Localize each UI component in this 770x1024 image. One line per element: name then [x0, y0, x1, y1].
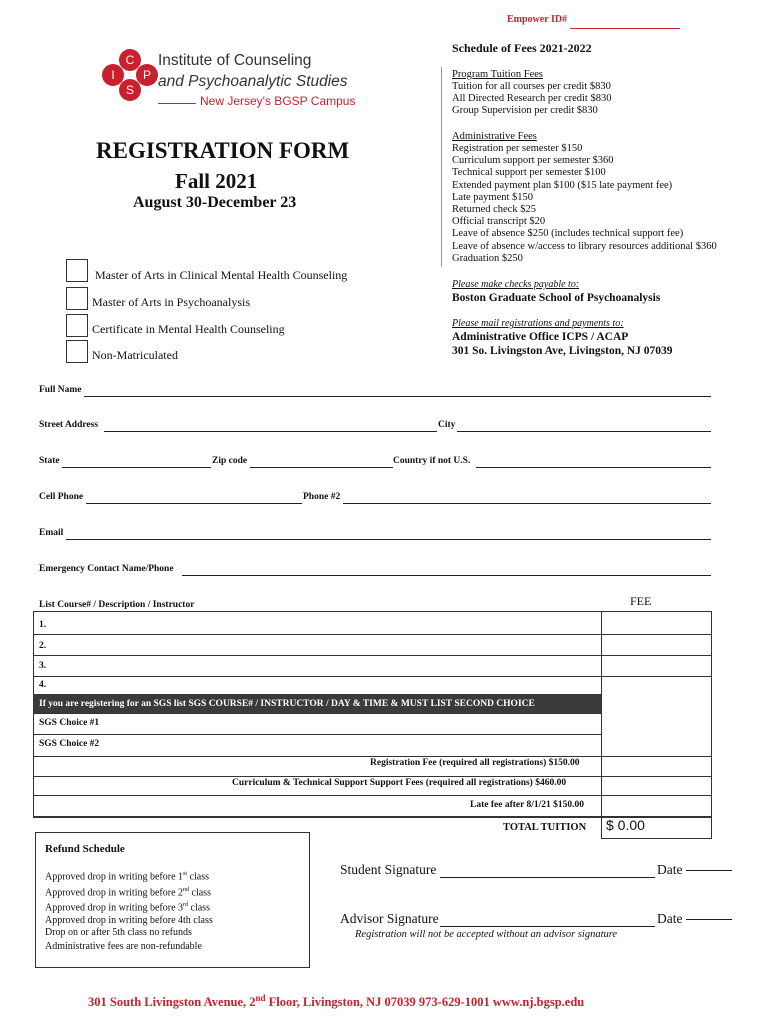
refund-item: Approved drop in writing before 2nd class [45, 886, 211, 898]
admin-item: Late payment $150 [452, 191, 534, 203]
zip-field[interactable] [250, 467, 393, 468]
program-checkbox-certificate[interactable] [66, 314, 88, 337]
mail-office: Administrative Office ICPS / ACAP [452, 331, 629, 343]
sgs-banner-text: If you are registering for an SGS list SGS COURSE# / INSTRUCTOR / DAY & TIME & MUST LIST SECOND CHOICE [39, 699, 535, 709]
logo-letter-c: C [125, 53, 135, 67]
program-label-clinical: Master of Arts in Clinical Mental Health Counseling [95, 268, 348, 282]
cell-phone-label: Cell Phone [39, 492, 84, 502]
city-label: City [438, 420, 456, 430]
fees-heading: Schedule of Fees 2021-2022 [452, 41, 592, 55]
emergency-field[interactable] [182, 575, 711, 576]
email-label: Email [39, 528, 64, 538]
cell-phone-field[interactable] [86, 503, 302, 504]
admin-item: Returned check $25 [452, 204, 536, 216]
advisor-signature-label: Advisor Signature [340, 911, 439, 926]
form-dates: August 30-December 23 [133, 194, 297, 211]
program-label-certificate: Certificate in Mental Health Counseling [92, 322, 285, 336]
admin-heading: Administrative Fees [452, 131, 537, 142]
course-row-3[interactable]: 3. [39, 661, 47, 671]
checks-payee: Boston Graduate School of Psychoanalysis [452, 292, 661, 304]
refund-note: Administrative fees are non-refundable [45, 941, 202, 952]
course-row-1[interactable]: 1. [39, 620, 47, 630]
logo-line-1: Institute of Counseling [158, 52, 312, 69]
program-checkbox-clinical[interactable] [66, 259, 88, 282]
advisor-date-label: Date [657, 911, 683, 926]
registration-fee-label: Registration Fee (required all registrations) $150.00 [370, 758, 580, 768]
curriculum-fee-label: Curriculum & Technical Support Support Fees (required all registrations) $460.00 [232, 778, 567, 788]
form-title: REGISTRATION FORM [96, 138, 350, 163]
empower-id-label: Empower ID# [507, 14, 568, 25]
program-checkbox-nonmatric[interactable] [66, 340, 88, 363]
logo-letter-p: P [142, 68, 152, 82]
tuition-heading: Program Tuition Fees [452, 69, 544, 80]
sgs-choice-2[interactable]: SGS Choice #2 [39, 739, 100, 749]
street-label: Street Address [39, 420, 99, 430]
refund-list [45, 868, 213, 939]
admin-item: Official transcript $20 [452, 216, 546, 228]
state-field[interactable] [62, 467, 211, 468]
program-checkbox-psychoanalysis[interactable] [66, 287, 88, 310]
mail-address: 301 So. Livingston Ave, Livingston, NJ 07039 [452, 345, 673, 357]
email-field[interactable] [66, 539, 711, 540]
admin-item: Curriculum support per semester $360 [452, 155, 614, 167]
cips-logo [100, 48, 160, 102]
course-row-2[interactable]: 2. [39, 641, 47, 651]
fees-divider [441, 67, 442, 267]
country-field[interactable] [476, 467, 711, 468]
full-name-field[interactable] [84, 396, 711, 397]
tuition-item: All Directed Research per credit $830 [452, 93, 612, 105]
advisor-date-field[interactable] [686, 919, 732, 920]
street-field[interactable] [104, 431, 437, 432]
logo-line-3: New Jersey's BGSP Campus [200, 94, 356, 108]
logo-rule [158, 103, 196, 104]
program-label-psychoanalysis: Master of Arts in Psychoanalysis [92, 295, 250, 309]
admin-list [452, 143, 717, 265]
refund-heading: Refund Schedule [45, 843, 125, 855]
fee-column-divider [601, 611, 602, 816]
empower-id-field[interactable] [570, 28, 680, 29]
program-label-nonmatric: Non-Matriculated [92, 348, 178, 362]
sgs-choice-1[interactable]: SGS Choice #1 [39, 718, 100, 728]
admin-item: Extended payment plan $100 ($15 late payment fee) [452, 179, 673, 191]
country-label: Country if not U.S. [393, 456, 471, 466]
phone2-field[interactable] [343, 503, 711, 504]
admin-item: Leave of absence $250 (includes technical support fee) [452, 228, 684, 240]
zip-label: Zip code [212, 456, 248, 466]
student-signature-field[interactable] [440, 877, 655, 878]
student-signature-label: Student Signature [340, 862, 437, 877]
logo-line-2: and Psychoanalytic Studies [158, 73, 348, 90]
signature-note: Registration will not be accepted without an advisor signature [355, 929, 618, 940]
student-date-label: Date [657, 862, 683, 877]
admin-item: Leave of absence w/access to library resources additional $360 [452, 240, 717, 252]
refund-item: Approved drop in writing before 1st class [45, 871, 209, 883]
tuition-item: Tuition for all courses per credit $830 [452, 81, 611, 92]
refund-item: Drop on or after 5th class no refunds [45, 927, 192, 939]
logo-letter-i: I [111, 68, 115, 82]
city-field[interactable] [457, 431, 711, 432]
emergency-label: Emergency Contact Name/Phone [39, 564, 174, 574]
admin-item: Technical support per semester $100 [452, 167, 606, 179]
fee-column-header: FEE [630, 594, 652, 608]
late-fee-label: Late fee after 8/1/21 $150.00 [470, 800, 585, 810]
logo-letter-s: S [125, 83, 135, 97]
course-list-header: List Course# / Description / Instructor [39, 600, 195, 610]
phone2-label: Phone #2 [303, 492, 341, 502]
checks-label: Please make checks payable to: [452, 279, 580, 290]
admin-item: Registration per semester $150 [452, 143, 583, 154]
full-name-label: Full Name [39, 385, 82, 395]
refund-item: Approved drop in writing before 4th class [45, 914, 213, 926]
form-term: Fall 2021 [175, 169, 258, 193]
total-tuition-value: $ 0.00 [606, 817, 645, 833]
refund-item: Approved drop in writing before 3rd class [45, 902, 210, 914]
total-tuition-label: TOTAL TUITION [503, 822, 587, 833]
student-date-field[interactable] [686, 870, 732, 871]
advisor-signature-field[interactable] [440, 926, 655, 927]
admin-item: Graduation $250 [452, 252, 523, 264]
tuition-item: Group Supervision per credit $830 [452, 105, 598, 117]
mail-label: Please mail registrations and payments to: [452, 318, 624, 329]
course-row-4[interactable]: 4. [39, 680, 47, 690]
tuition-list [452, 81, 611, 118]
state-label: State [39, 456, 60, 466]
footer-address: 301 South Livingston Avenue, 2nd Floor, Livingston, NJ 07039 973-629-1001 www.nj.bgsp.edu [88, 993, 585, 1010]
